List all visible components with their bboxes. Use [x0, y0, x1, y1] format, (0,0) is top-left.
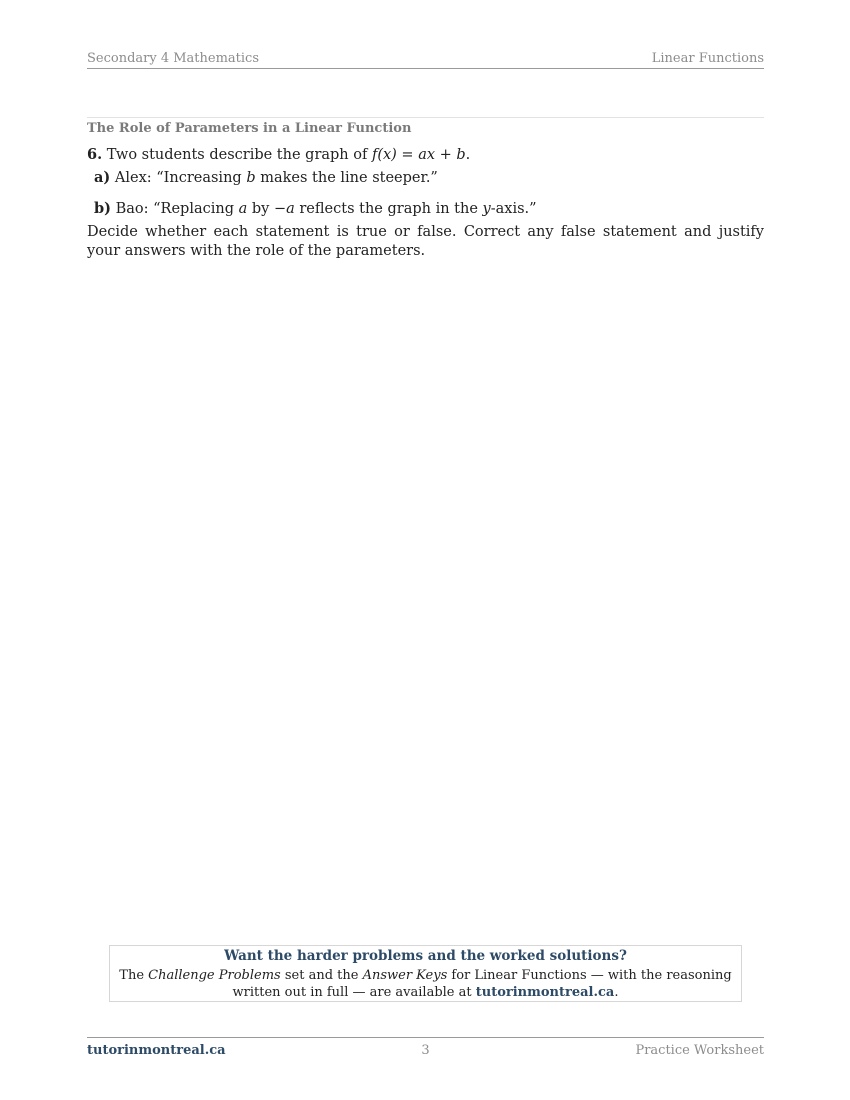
- question-number: 6.: [87, 146, 103, 163]
- page-footer: [87, 1037, 764, 1062]
- part-b-var-y: y: [482, 201, 491, 217]
- promo-text: [110, 967, 741, 1001]
- section-title: The Role of Parameters in a Linear Function: [87, 121, 412, 136]
- part-b: [94, 200, 537, 217]
- stem-text: Two students describe the graph of: [106, 147, 372, 163]
- promo-text-1: The: [119, 968, 149, 983]
- stem-function: f(x) = ax + b: [371, 147, 466, 163]
- promo-text-4: .: [614, 985, 619, 1000]
- part-b-text-mid: by: [247, 201, 274, 217]
- promo-title: Want the harder problems and the worked solutions?: [224, 948, 627, 964]
- stem-end: .: [465, 147, 471, 163]
- part-b-label: b): [94, 200, 111, 217]
- promo-site-link[interactable]: tutorinmontreal.ca: [475, 985, 615, 1000]
- footer-doc-type: Practice Worksheet: [635, 1043, 764, 1058]
- part-b-text-mid2: reflects the graph in the: [294, 201, 483, 217]
- promo-italic-1: Challenge Problems: [148, 968, 281, 983]
- part-a-text-post: makes the line steeper.”: [255, 170, 438, 186]
- part-a: [94, 169, 438, 186]
- question-instruction: Decide whether each statement is true or false. Correct any false statement and justify your answers with the role of the parameters.: [87, 224, 764, 259]
- promo-text-3: for Linear Functions — with the reasoning written out in full — are available at: [232, 968, 732, 1000]
- section-divider: [87, 117, 764, 118]
- part-a-text-pre: Alex: “Increasing: [114, 170, 247, 186]
- part-b-text-pre: Bao: “Replacing: [115, 201, 239, 217]
- header-topic: Linear Functions: [651, 51, 764, 66]
- promo-text-2: set and the: [280, 968, 363, 983]
- part-b-text-post: -axis.”: [490, 201, 537, 217]
- page-header: [87, 51, 764, 69]
- part-a-var: b: [246, 170, 256, 186]
- part-a-label: a): [94, 169, 111, 186]
- footer-site-link[interactable]: tutorinmontreal.ca: [87, 1043, 226, 1058]
- question-stem: [87, 146, 470, 163]
- part-b-var-neg-a: −a: [273, 201, 295, 217]
- promo-box: [109, 945, 742, 1002]
- part-b-var-a: a: [238, 201, 248, 217]
- promo-italic-2: Answer Keys: [362, 968, 448, 983]
- header-course: Secondary 4 Mathematics: [87, 51, 260, 66]
- page-number: 3: [421, 1043, 430, 1058]
